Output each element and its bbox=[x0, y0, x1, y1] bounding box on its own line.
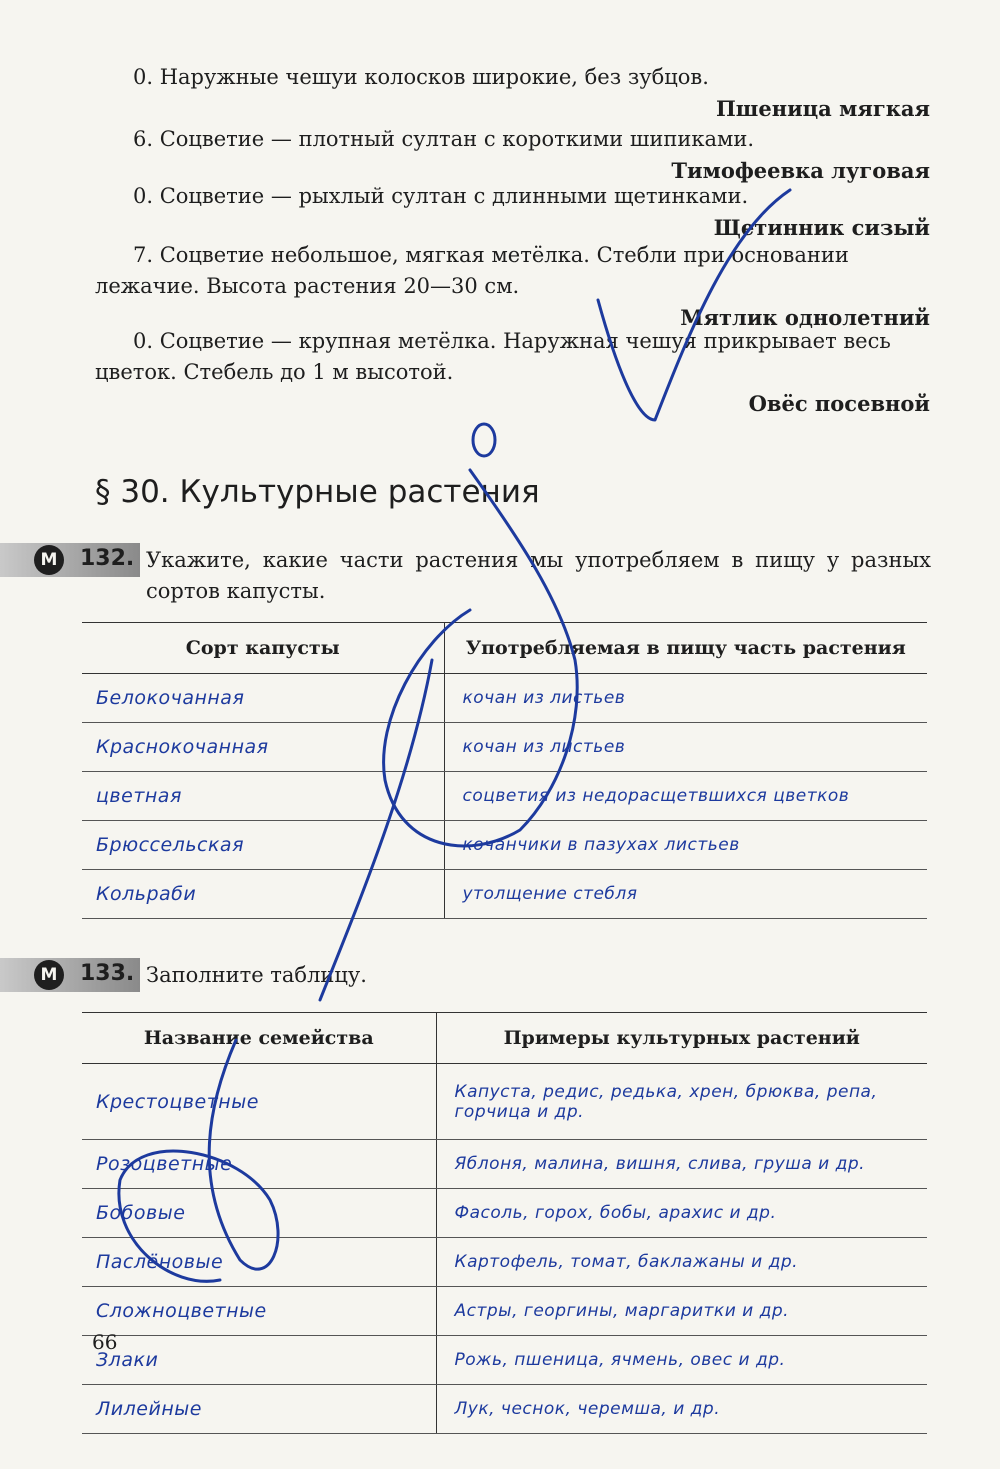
table-cell: кочанчики в пазухах листьев bbox=[444, 821, 927, 870]
table-cell: Рожь, пшеница, ячмень, овес и др. bbox=[436, 1336, 927, 1385]
table-cell: Астры, георгины, маргаритки и др. bbox=[436, 1287, 927, 1336]
table-cell: Краснокочанная bbox=[82, 723, 444, 772]
table-row bbox=[82, 1385, 927, 1434]
table-cell: Сложноцветные bbox=[82, 1287, 436, 1336]
item-answer: Овёс посевной bbox=[748, 391, 930, 416]
table-row bbox=[82, 674, 927, 723]
table-row bbox=[82, 1064, 927, 1140]
answer-item bbox=[95, 240, 930, 333]
table-cell: Белокочанная bbox=[82, 674, 444, 723]
item-answer: Мятлик однолетний bbox=[680, 305, 930, 330]
table-cell: кочан из листьев bbox=[444, 723, 927, 772]
table-row bbox=[82, 870, 927, 919]
table-row bbox=[82, 772, 927, 821]
cabbage-table bbox=[82, 622, 927, 919]
m-badge-icon: М bbox=[34, 545, 64, 575]
item-text: 0. Соцветие — крупная метёлка. Наружная чешуя прикрывает весь цветок. Стебель до 1 м высотой. bbox=[95, 329, 891, 384]
table-cell: Злаки bbox=[82, 1336, 436, 1385]
answer-item bbox=[95, 326, 930, 419]
task-text: Укажите, какие части растения мы употребляем в пищу у разных сортов капусты. bbox=[146, 548, 931, 603]
column-header: Примеры культурных растений bbox=[436, 1013, 927, 1064]
table-cell: Картофель, томат, баклажаны и др. bbox=[436, 1238, 927, 1287]
table-cell: Лилейные bbox=[82, 1385, 436, 1434]
table-header-row bbox=[82, 623, 927, 674]
page-number: 66 bbox=[92, 1330, 118, 1354]
task-number: 132. bbox=[80, 546, 135, 571]
item-answer: Пшеница мягкая bbox=[715, 96, 930, 121]
table-cell: кочан из листьев bbox=[444, 674, 927, 723]
answer-item bbox=[95, 181, 930, 243]
table-cell: соцветия из недорасщетвшихся цветков bbox=[444, 772, 927, 821]
table-row bbox=[82, 1287, 927, 1336]
table-header-row bbox=[82, 1013, 927, 1064]
column-header: Название семейства bbox=[82, 1013, 436, 1064]
column-header: Сорт капусты bbox=[82, 623, 444, 674]
item-answer: Щетинник сизый bbox=[713, 215, 930, 240]
table-row bbox=[82, 723, 927, 772]
table-cell: Фасоль, горох, бобы, арахис и др. bbox=[436, 1189, 927, 1238]
item-answer: Тимофеевка луговая bbox=[671, 158, 930, 183]
table-row bbox=[82, 821, 927, 870]
table-row bbox=[82, 1140, 927, 1189]
item-text: 7. Соцветие небольшое, мягкая метёлка. Стебли при основании лежачие. Высота растения 20—30 см. bbox=[95, 243, 849, 298]
table-cell: Лук, чеснок, черемша, и др. bbox=[436, 1385, 927, 1434]
table-cell: Кольраби bbox=[82, 870, 444, 919]
column-header: Употребляемая в пищу часть растения bbox=[444, 623, 927, 674]
table-cell: Бобовые bbox=[82, 1189, 436, 1238]
table-cell: Паслёновые bbox=[82, 1238, 436, 1287]
answer-item bbox=[95, 62, 930, 124]
table-cell: Капуста, редис, редька, хрен, брюква, репа, горчица и др. bbox=[436, 1064, 927, 1140]
table-cell: Розоцветные bbox=[82, 1140, 436, 1189]
table-cell: цветная bbox=[82, 772, 444, 821]
table-cell: утолщение стебля bbox=[444, 870, 927, 919]
table-row bbox=[82, 1238, 927, 1287]
item-text: 6. Соцветие — плотный султан с короткими шипиками. bbox=[133, 127, 755, 151]
answer-item bbox=[95, 124, 930, 186]
table-cell: Яблоня, малина, вишня, слива, груша и др. bbox=[436, 1140, 927, 1189]
item-text: 0. Наружные чешуи колосков широкие, без зубцов. bbox=[133, 65, 709, 89]
task-text: Заполните таблицу. bbox=[146, 963, 367, 987]
families-table bbox=[82, 1012, 927, 1434]
table-row bbox=[82, 1189, 927, 1238]
task-number: 133. bbox=[80, 961, 135, 986]
table-cell: Крестоцветные bbox=[82, 1064, 436, 1140]
section-title: § 30. Культурные растения bbox=[95, 474, 540, 510]
item-text: 0. Соцветие — рыхлый султан с длинными щетинками. bbox=[133, 184, 749, 208]
m-badge-icon: М bbox=[34, 960, 64, 990]
table-cell: Брюссельская bbox=[82, 821, 444, 870]
table-row bbox=[82, 1336, 927, 1385]
